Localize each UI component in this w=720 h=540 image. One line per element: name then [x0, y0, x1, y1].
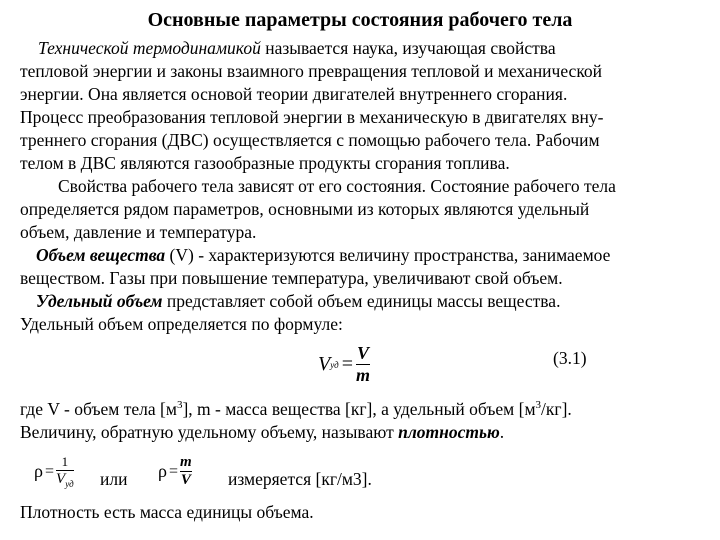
or-word: или [100, 469, 128, 489]
formula2-denominator2: V [180, 472, 191, 488]
formula2-equals1: = [44, 462, 55, 480]
paragraph1-line1: Технической термодинамикой называется наука, изучающая свойства [38, 38, 556, 58]
term-specific-volume: Удельный объем [36, 291, 163, 311]
paragraph1-line4: Процесс преобразования тепловой энергии в механическую в двигателях вну- [20, 107, 604, 127]
paragraph4-line1: Удельный объем представляет собой объем единицы массы вещества. [36, 291, 561, 311]
page-title: Основные параметры состояния рабочего тела [147, 9, 573, 31]
formula2-fraction1 [56, 454, 74, 489]
formula-density-reciprocal [34, 454, 74, 489]
paragraph3-line2: веществом. Газы при повышение температура, увеличивают свой объем. [20, 268, 563, 288]
formula2-rho2: ρ [158, 461, 167, 481]
formula1-numerator: V [357, 343, 370, 363]
paragraph1-line2: тепловой энергии и законы взаимного превращения тепловой и механической [20, 61, 603, 81]
formula-specific-volume [318, 343, 370, 386]
formula1-denominator: m [356, 365, 371, 385]
formula2-rho1: ρ [34, 461, 43, 481]
term-technical-thermodynamics: Технической термодинамикой [38, 38, 261, 58]
paragraph4-line2: Удельный объем определяется по формуле: [20, 314, 343, 334]
paragraph1-line5: треннего сгорания (ДВС) осуществляется с помощью рабочего тела. Рабочим [20, 130, 600, 150]
formula1-fraction [356, 343, 370, 386]
formula1-lhs: V [318, 353, 331, 375]
paragraph5-line1: где V - объем тела $[м^3]$, m - масса вещества [кг], а удельный объем $[м^3/кг]$. [20, 399, 572, 419]
term-volume: Объем вещества [36, 245, 166, 265]
paragraph1-line6: телом в ДВС являются газообразные продукты сгорания топлива. [20, 153, 510, 173]
paragraph2-line1: Свойства рабочего тела зависят от его состояния. Состояние рабочего тела [58, 176, 616, 196]
paragraph2-line3: объем, давление и температура. [20, 222, 257, 242]
formula2-numerator2: m [180, 454, 192, 470]
closing-line: Плотность есть масса единицы объема. [20, 502, 314, 522]
formula-density-mass-volume [158, 454, 192, 489]
formula2-fraction2 [180, 454, 192, 489]
paragraph2-line2: определяется рядом параметров, основными из которых являются удельный [20, 199, 590, 219]
paragraph3-line1: Объем вещества (V) - характеризуются величину пространства, занимаемое [36, 245, 611, 265]
formula1-equals: = [341, 353, 354, 375]
paragraph5-line2: Величину, обратную удельному объему, называют плотностью. [20, 422, 505, 442]
formula2-denominator1: $V_{уд}$ [56, 471, 74, 489]
formula2-equals2: = [168, 462, 179, 480]
formula1-lhs-sub: уд [330, 359, 339, 370]
paragraph1-line3: энергии. Она является основой теории двигателей внутреннего сгорания. [20, 84, 568, 104]
term-density: плотностью [398, 422, 500, 442]
equation-number: (3.1) [553, 348, 587, 368]
formula2-numerator1: 1 [61, 454, 69, 469]
density-units-text: измеряется [кг/м3]. [228, 469, 372, 489]
